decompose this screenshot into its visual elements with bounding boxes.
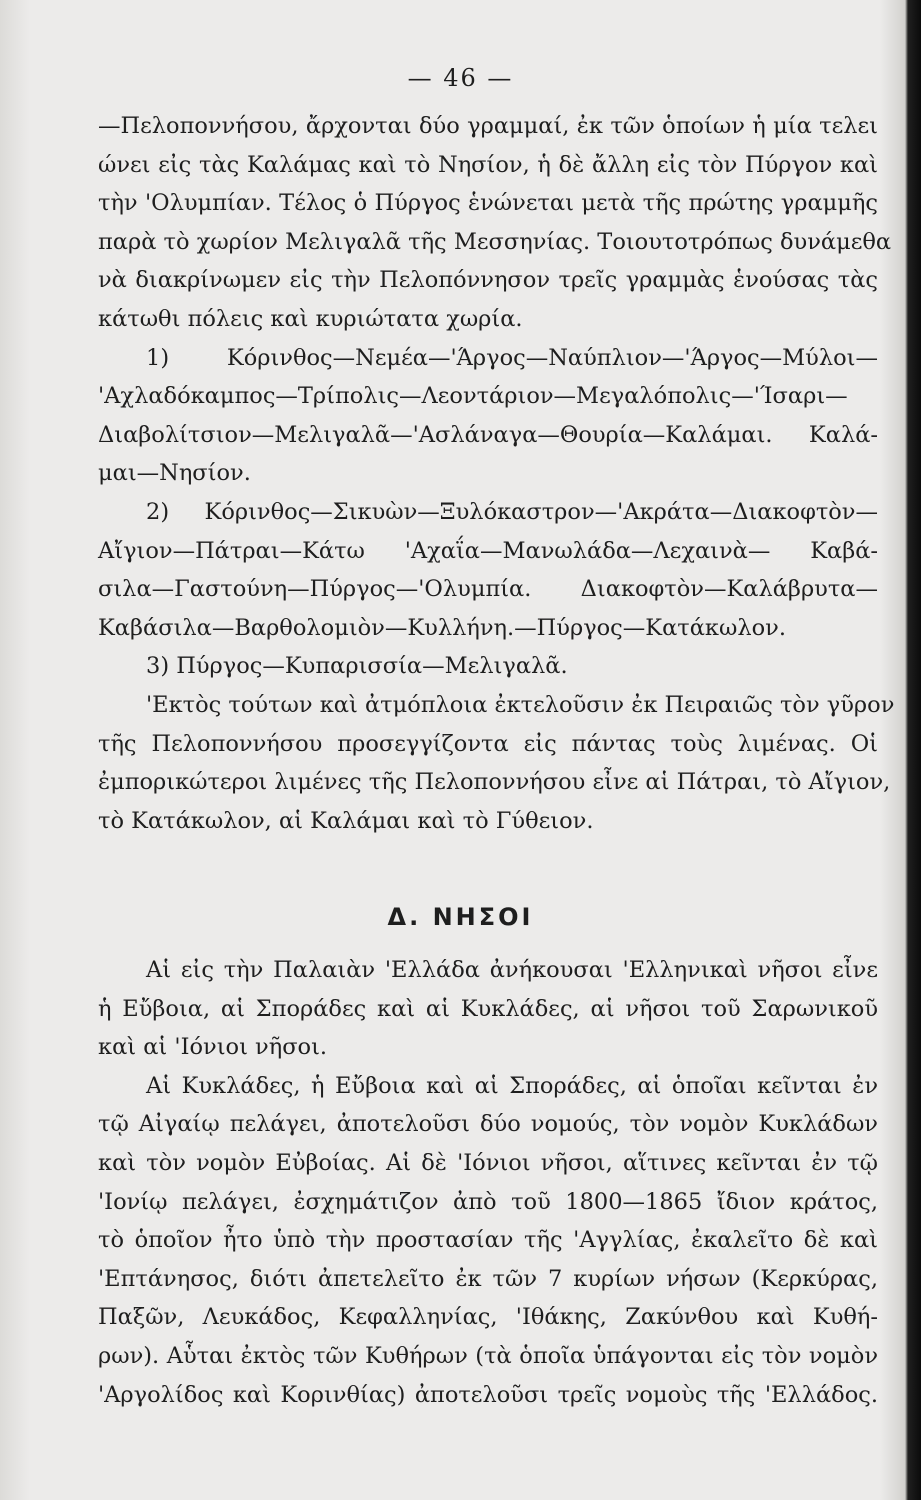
text-line: σιλα—Γαστούνη—Πύργος—'Ολυμπία. Διακοφτὸν—Καλάβρυτα— [98, 576, 878, 603]
text-line: τῆς Πελοποννήσου προσεγγίζοντα εἰς πάντας τοὺς λιμένας. Οἱ [98, 730, 878, 757]
text-line: 'Αργολίδος καὶ Κορινθίας) ἀποτελοῦσι τρεῖς νομοὺς τῆς 'Ελλάδος. [98, 1381, 878, 1408]
text-line: τὴν 'Ολυμπίαν. Τέλος ὁ Πύργος ἑνώνεται μετὰ τῆς πρώτης γραμμῆς [98, 190, 878, 217]
text-line: ώνει εἰς τὰς Καλάμας καὶ τὸ Νησίον, ἡ δὲ ἄλλη εἰς τὸν Πύργον καὶ [98, 151, 878, 178]
text-line: τῷ Αἰγαίῳ πελάγει, ἀποτελοῦσι δύο νομούς, τὸν νομὸν Κυκλάδων [98, 1111, 878, 1138]
text-line: νὰ διακρίνωμεν εἰς τὴν Πελοπόννησον τρεῖς γραμμὰς ἑνούσας τὰς [98, 267, 878, 294]
text-line: Διαβολίτσιον—Μελιγαλᾶ—'Ασλάναγα—Θουρία—Καλάμαι. Καλά- [98, 421, 878, 448]
text-line: 1) Κόρινθος—Νεμέα—'Άργος—Ναύπλιον—'Άργος—Μύλοι— [146, 344, 878, 371]
text-line: καὶ τὸν νομὸν Εὐβοίας. Αἱ δὲ 'Ιόνιοι νῆσοι, αἵτινες κεῖνται ἐν τῷ [98, 1149, 878, 1176]
text-line: κάτωθι πόλεις καὶ κυριώτατα χωρία. [98, 305, 523, 332]
section-heading: Δ. ΝΗΣΟΙ [387, 903, 534, 931]
text-line: Παξῶν, Λευκάδος, Κεφαλληνίας, 'Ιθάκης, Ζακύνθου καὶ Κυθή- [98, 1304, 878, 1331]
text-line: 'Αχλαδόκαμπος—Τρίπολις—Λεοντάριον—Μεγαλόπολις—'Ίσαρι— [98, 383, 848, 410]
text-line: ἐμπορικώτεροι λιμένες τῆς Πελοποννήσου εἶνε αἱ Πάτραι, τὸ Αἴγιον, [98, 769, 891, 796]
text-line: ἡ Εὔβοια, αἱ Σποράδες καὶ αἱ Κυκλάδες, αἱ νῆσοι τοῦ Σαρωνικοῦ [98, 995, 878, 1022]
text-line: Αἱ εἰς τὴν Παλαιὰν 'Ελλάδα ἀνήκουσαι 'Ελληνικαὶ νῆσοι εἶνε [146, 957, 878, 983]
text-line: τὸ ὁποῖον ἦτο ὑπὸ τὴν προστασίαν τῆς 'Αγγλίας, ἐκαλεῖτο δὲ καὶ [98, 1227, 878, 1254]
text-line: Αἴγιον—Πάτραι—Κάτω 'Αχαΐα—Μανωλάδα—Λεχαινὰ— Καβά- [98, 537, 878, 564]
text-line: ρων). Αὗται ἐκτὸς τῶν Κυθήρων (τὰ ὁποῖα ὑπάγονται εἰς τὸν νομὸν [98, 1342, 878, 1369]
text-line: 2) Κόρινθος—Σικυὼν—Ξυλόκαστρον—'Ακράτα—Διακοφτὸν— [146, 498, 878, 525]
text-line: 'Ιονίῳ πελάγει, ἐσχημάτιζον ἀπὸ τοῦ 1800—1865 ἴδιον κράτος, [98, 1188, 878, 1215]
text-line: μαι—Νησίον. [98, 460, 251, 487]
text-line: 3) Πύργος—Κυπαρισσία—Μελιγαλᾶ. [146, 653, 568, 680]
text-line: καὶ αἱ 'Ιόνιοι νῆσοι. [98, 1034, 328, 1061]
text-line: —Πελοποννήσου, ἄρχονται δύο γραμμαί, ἐκ τῶν ὁποίων ἡ μία τελει [98, 113, 878, 139]
text-line: Αἱ Κυκλάδες, ἡ Εὔβοια καὶ αἱ Σποράδες, αἱ ὁποῖαι κεῖνται ἐν [146, 1072, 878, 1099]
text-line: τὸ Κατάκωλον, αἱ Καλάμαι καὶ τὸ Γύθειον. [98, 807, 594, 834]
text-line: 'Επτάνησος, διότι ἀπετελεῖτο ἐκ τῶν 7 κυρίων νήσων (Κερκύρας, [98, 1265, 878, 1292]
text-section-railways [98, 107, 895, 840]
page-number: — 46 — [407, 64, 514, 92]
text-line: 'Εκτὸς τούτων καὶ ἀτμόπλοια ἐκτελοῦσιν ἐκ Πειραιῶς τὸν γῦρον [146, 691, 895, 718]
text-line: παρὰ τὸ χωρίον Μελιγαλᾶ τῆς Μεσσηνίας. Τοιουτοτρόπως δυνάμεθα [98, 228, 892, 255]
text-line: Καβάσιλα—Βαρθολομιὸν—Κυλλήνη.—Πύργος—Κατάκωλον. [98, 614, 786, 641]
text-section-islands [98, 951, 878, 1414]
